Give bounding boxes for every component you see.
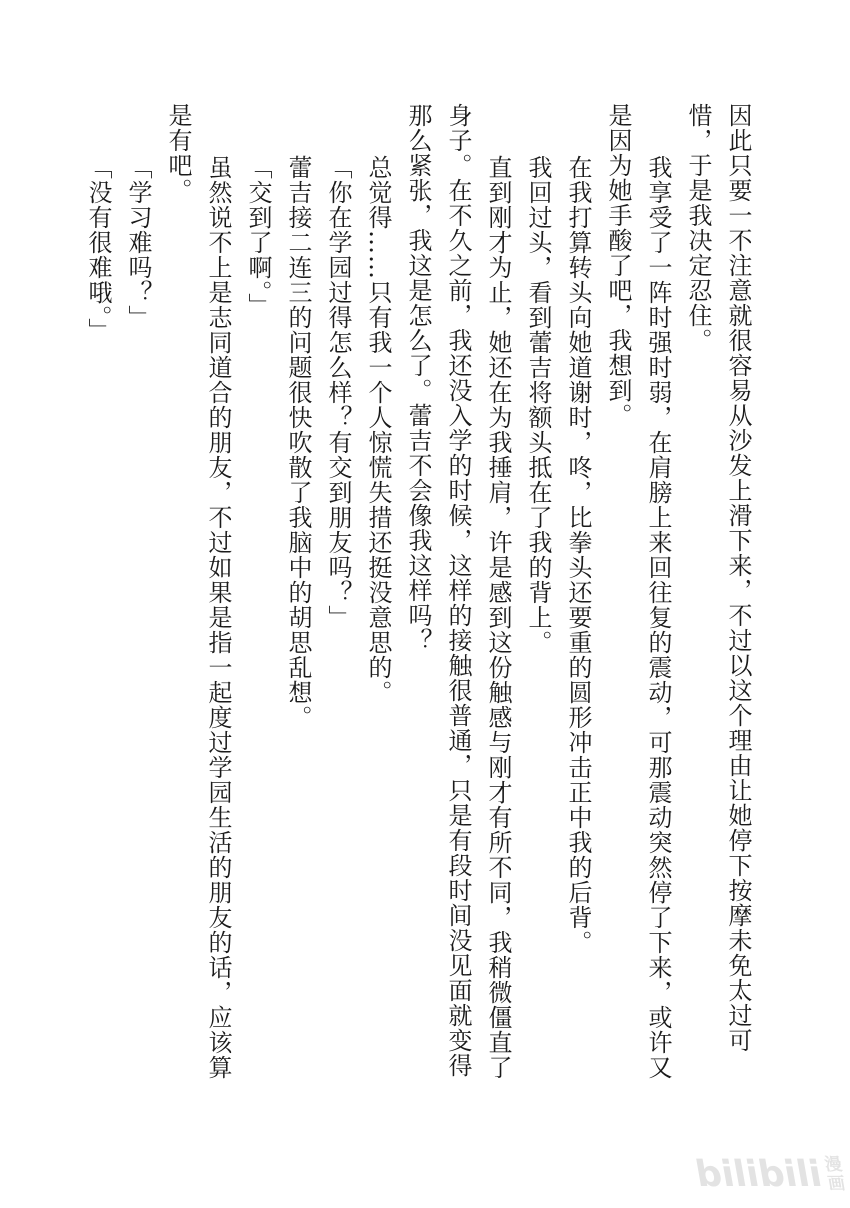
manga-char-bottom: 画 — [826, 1174, 848, 1194]
vertical-text-area — [78, 103, 758, 1080]
text-column: 「交到了啊。」 — [244, 155, 272, 318]
text-column: 身子。在不久之前，我还没入学的时候，这样的接触很普通，只是有段时间没见面就变得 — [444, 103, 472, 1078]
text-column: 「学习难吗？」 — [124, 155, 152, 330]
text-column: 是因为她手酸了吧，我想到。 — [604, 103, 632, 428]
text-column: 我享受了一阵时强时弱，在肩膀上来回往复的震动，可那震动突然停了下来，或许又 — [644, 155, 672, 1080]
text-column: 那么紧张，我这是怎么了。蕾吉不会像我这样吗？ — [404, 103, 432, 653]
text-column: 「你在学园过得怎么样？有交到朋友吗？」 — [324, 155, 352, 630]
text-column: 惜，于是我决定忍住。 — [684, 103, 712, 353]
bilibili-watermark — [693, 1156, 847, 1194]
text-column: 我回过头，看到蕾吉将额头抵在了我的背上。 — [524, 155, 552, 655]
text-column: 「没有很难哦。」 — [84, 155, 112, 343]
text-column: 直到刚才为止，她还在为我捶肩，许是感到这份触感与刚才有所不同，我稍微僵直了 — [484, 155, 512, 1080]
text-column: 蕾吉接二连三的问题很快吹散了我脑中的胡思乱想。 — [284, 155, 312, 730]
text-column: 在我打算转头向她道谢时，咚，比拳头还要重的圆形冲击正中我的后背。 — [564, 155, 592, 955]
manga-char-top: 漫 — [823, 1155, 844, 1175]
manga-label — [824, 1156, 848, 1194]
text-column: 虽然说不上是志同道合的朋友，不过如果是指一起度过学园生活的朋友的话，应该算 — [204, 155, 232, 1080]
text-column: 因此只要一不注意就很容易从沙发上滑下来，不过以这个理由让她停下按摩未免太过可 — [724, 103, 752, 1053]
text-column: 是有吧。 — [164, 103, 192, 203]
bilibili-logo-text: bilibili — [692, 1154, 826, 1195]
text-column: 总觉得……只有我一个人惊慌失措还挺没意思的。 — [364, 155, 392, 705]
